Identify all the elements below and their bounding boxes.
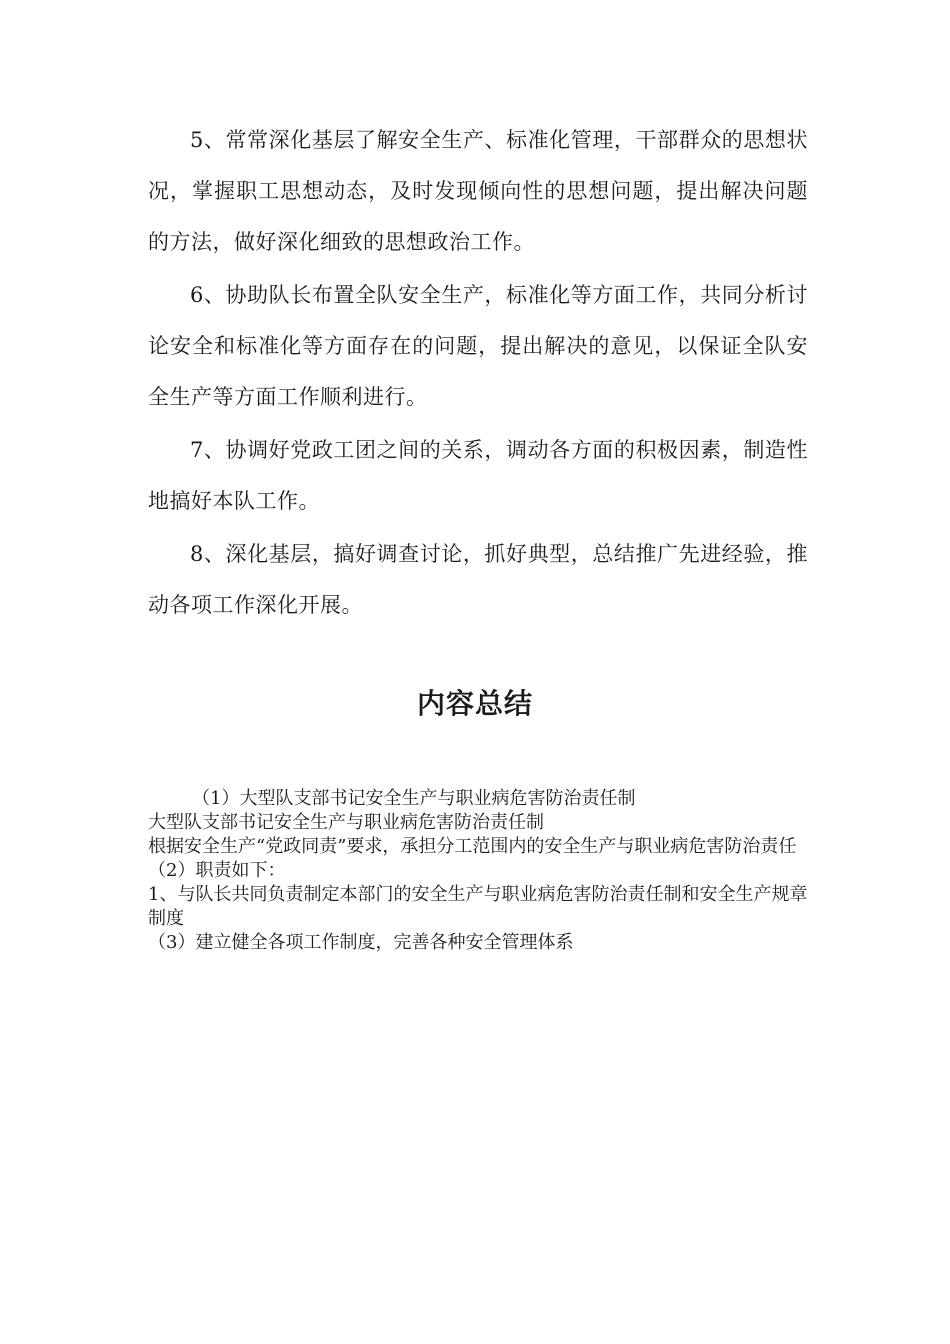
paragraph-6: 6、协助队长布置全队安全生产，标准化等方面工作，共同分析讨论安全和标准化等方面存在的问题，提出解决的意见，以保证全队安全生产等方面工作顺利进行。 (148, 283, 808, 409)
summary-title: 内容总结 (416, 687, 533, 720)
summary-line: （2）职责如下： (148, 860, 286, 881)
summary-line: （1）大型队支部书记安全生产与职业病危害防治责任制 (192, 788, 636, 809)
paragraph-8: 8、深化基层，搞好调查讨论，抓好典型，总结推广先进经验，推动各项工作深化开展。 (148, 542, 808, 617)
summary-line: （3）建立健全各项工作制度，完善各种安全管理体系 (148, 932, 574, 953)
paragraph-5: 5、常常深化基层了解安全生产、标准化管理，干部群众的思想状况，掌握职工思想动态，及时发现倾向性的思想问题，提出解决问题的方法，做好深化细致的思想政治工作。 (148, 128, 808, 254)
summary-line: 根据安全生产“党政同责”要求，承担分工范围内的安全生产与职业病危害防治责任 (148, 836, 797, 857)
body-text (148, 115, 808, 633)
summary-line: 1、与队长共同负责制定本部门的安全生产与职业病危害防治责任制和安全生产规章制度 (148, 884, 808, 929)
summary-section (148, 787, 808, 955)
summary-line: 大型队支部书记安全生产与职业病危害防治责任制 (148, 812, 544, 833)
paragraph-7: 7、协调好党政工团之间的关系，调动各方面的积极因素，制造性地搞好本队工作。 (148, 438, 808, 513)
